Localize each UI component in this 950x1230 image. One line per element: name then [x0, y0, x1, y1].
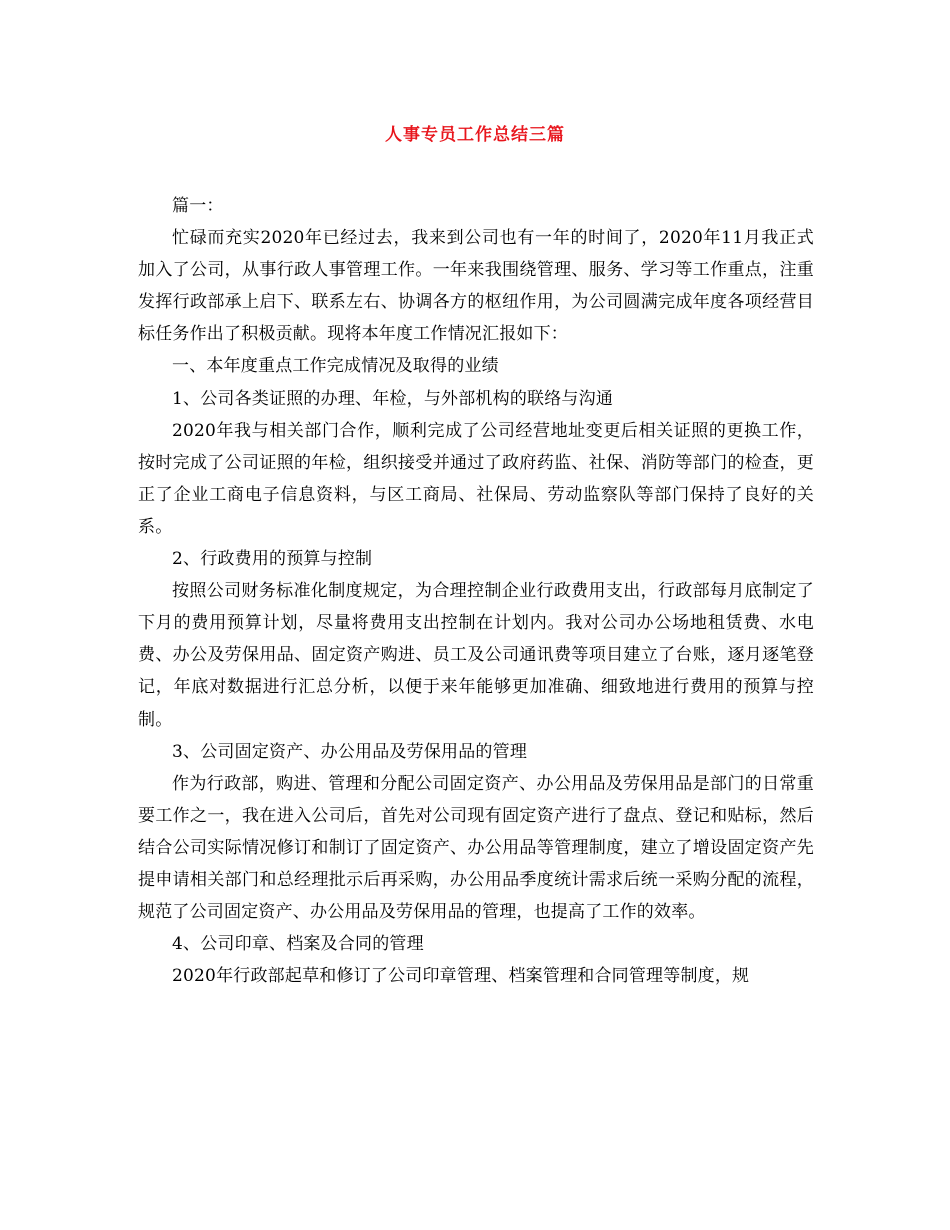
- paragraph-assets: 作为行政部，购进、管理和分配公司固定资产、办公用品及劳保用品是部门的日常重要工作之一，我在进入公司后，首先对公司现有固定资产进行了盘点、登记和贴标，然后结合公司实际情况修订和制订了固定资产、办公用品等管理制度，建立了增设固定资产先提申请相关部门和总经理批示后再采购，办公用品季度统计需求后统一采购分配的流程，规范了公司固定资产、办公用品及劳保用品的管理，也提高了工作的效率。: [138, 773, 814, 923]
- paragraph-intro: 忙碌而充实2020年已经过去，我来到公司也有一年的时间了，2020年11月我正式加入了公司，从事行政人事管理工作。一年来我围绕管理、服务、学习等工作重点，注重发挥行政部承上启下、联系左右、协调各方的枢纽作用，为公司圆满完成年度各项经营目标任务作出了积极贡献。现将本年度工作情况汇报如下：: [138, 228, 814, 345]
- subheading-seals: 4、公司印章、档案及合同的管理: [172, 934, 424, 955]
- paragraph-budget: 按照公司财务标准化制度规定，为合理控制企业行政费用支出，行政部每月底制定了下月的费用预算计划，尽量将费用支出控制在计划内。我对公司办公场地租赁费、水电费、办公及劳保用品、固定资产购进、员工及公司通讯费等项目建立了台账，逐月逐笔登记，年底对数据进行汇总分析，以便于来年能够更加准确、细致地进行费用的预算与控制。: [138, 581, 814, 730]
- document-title: 人事专员工作总结三篇: [385, 125, 565, 145]
- section-heading-part-one: 篇一：: [172, 196, 224, 216]
- subheading-licenses: 1、公司各类证照的办理、年检，与外部机构的联络与沟通: [172, 388, 614, 409]
- subheading-budget: 2、行政费用的预算与控制: [172, 549, 373, 570]
- paragraph-licenses: 2020年我与相关部门合作，顺利完成了公司经营地址变更后相关证照的更换工作，按时完成了公司证照的年检，组织接受并通过了政府药监、社保、消防等部门的检查，更正了企业工商电子信息资料，与区工商局、社保局、劳动监察队等部门保持了良好的关系。: [138, 420, 814, 537]
- section-heading-main: 一、本年度重点工作完成情况及取得的业绩: [172, 356, 499, 377]
- paragraph-seals: 2020年行政部起草和修订了公司印章管理、档案管理和合同管理等制度，规: [172, 966, 750, 987]
- subheading-assets: 3、公司固定资产、办公用品及劳保用品的管理: [172, 741, 528, 762]
- document-body: [138, 190, 814, 992]
